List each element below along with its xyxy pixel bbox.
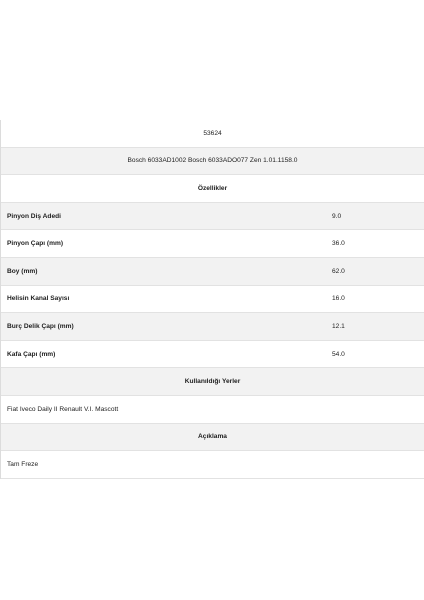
usage-heading-row (1, 368, 424, 396)
features-heading: Özellikler (197, 184, 228, 192)
description-heading-row (1, 424, 424, 452)
spec-row (1, 230, 424, 258)
spec-value: 9.0 (332, 212, 342, 220)
spec-value: 62.0 (332, 267, 345, 275)
reference-numbers: Bosch 6033AD1002 Bosch 6033ADO077 Zen 1.01.1158.0 (127, 157, 298, 165)
spec-row (1, 286, 424, 314)
spec-value: 12.1 (332, 322, 345, 330)
spec-value: 16.0 (332, 295, 345, 303)
references-row (1, 148, 424, 176)
spec-table (0, 120, 424, 479)
spec-row (1, 341, 424, 369)
spec-label: Pinyon Diş Adedi (7, 212, 61, 220)
spec-row (1, 203, 424, 231)
spec-label: Boy (mm) (7, 267, 38, 275)
description-heading: Açıklama (198, 433, 227, 441)
spec-row (1, 258, 424, 286)
spec-value: 36.0 (332, 240, 345, 248)
product-code-row (1, 120, 424, 148)
spec-label: Kafa Çapı (mm) (7, 350, 56, 358)
usage-heading: Kullanıldığı Yerler (184, 378, 241, 386)
spec-label: Helisin Kanal Sayısı (7, 295, 70, 303)
description-row (1, 451, 424, 479)
product-code: 53624 (203, 129, 222, 137)
spec-value: 54.0 (332, 350, 345, 358)
features-heading-row (1, 175, 424, 203)
spec-label: Burç Delik Çapı (mm) (7, 322, 74, 330)
spec-label: Pinyon Çapı (mm) (7, 240, 64, 248)
spec-row (1, 313, 424, 341)
usage-row (1, 396, 424, 424)
usage-text: Fiat Iveco Daily II Renault V.I. Mascott (7, 405, 119, 413)
description-text: Tam Freze (7, 460, 39, 468)
